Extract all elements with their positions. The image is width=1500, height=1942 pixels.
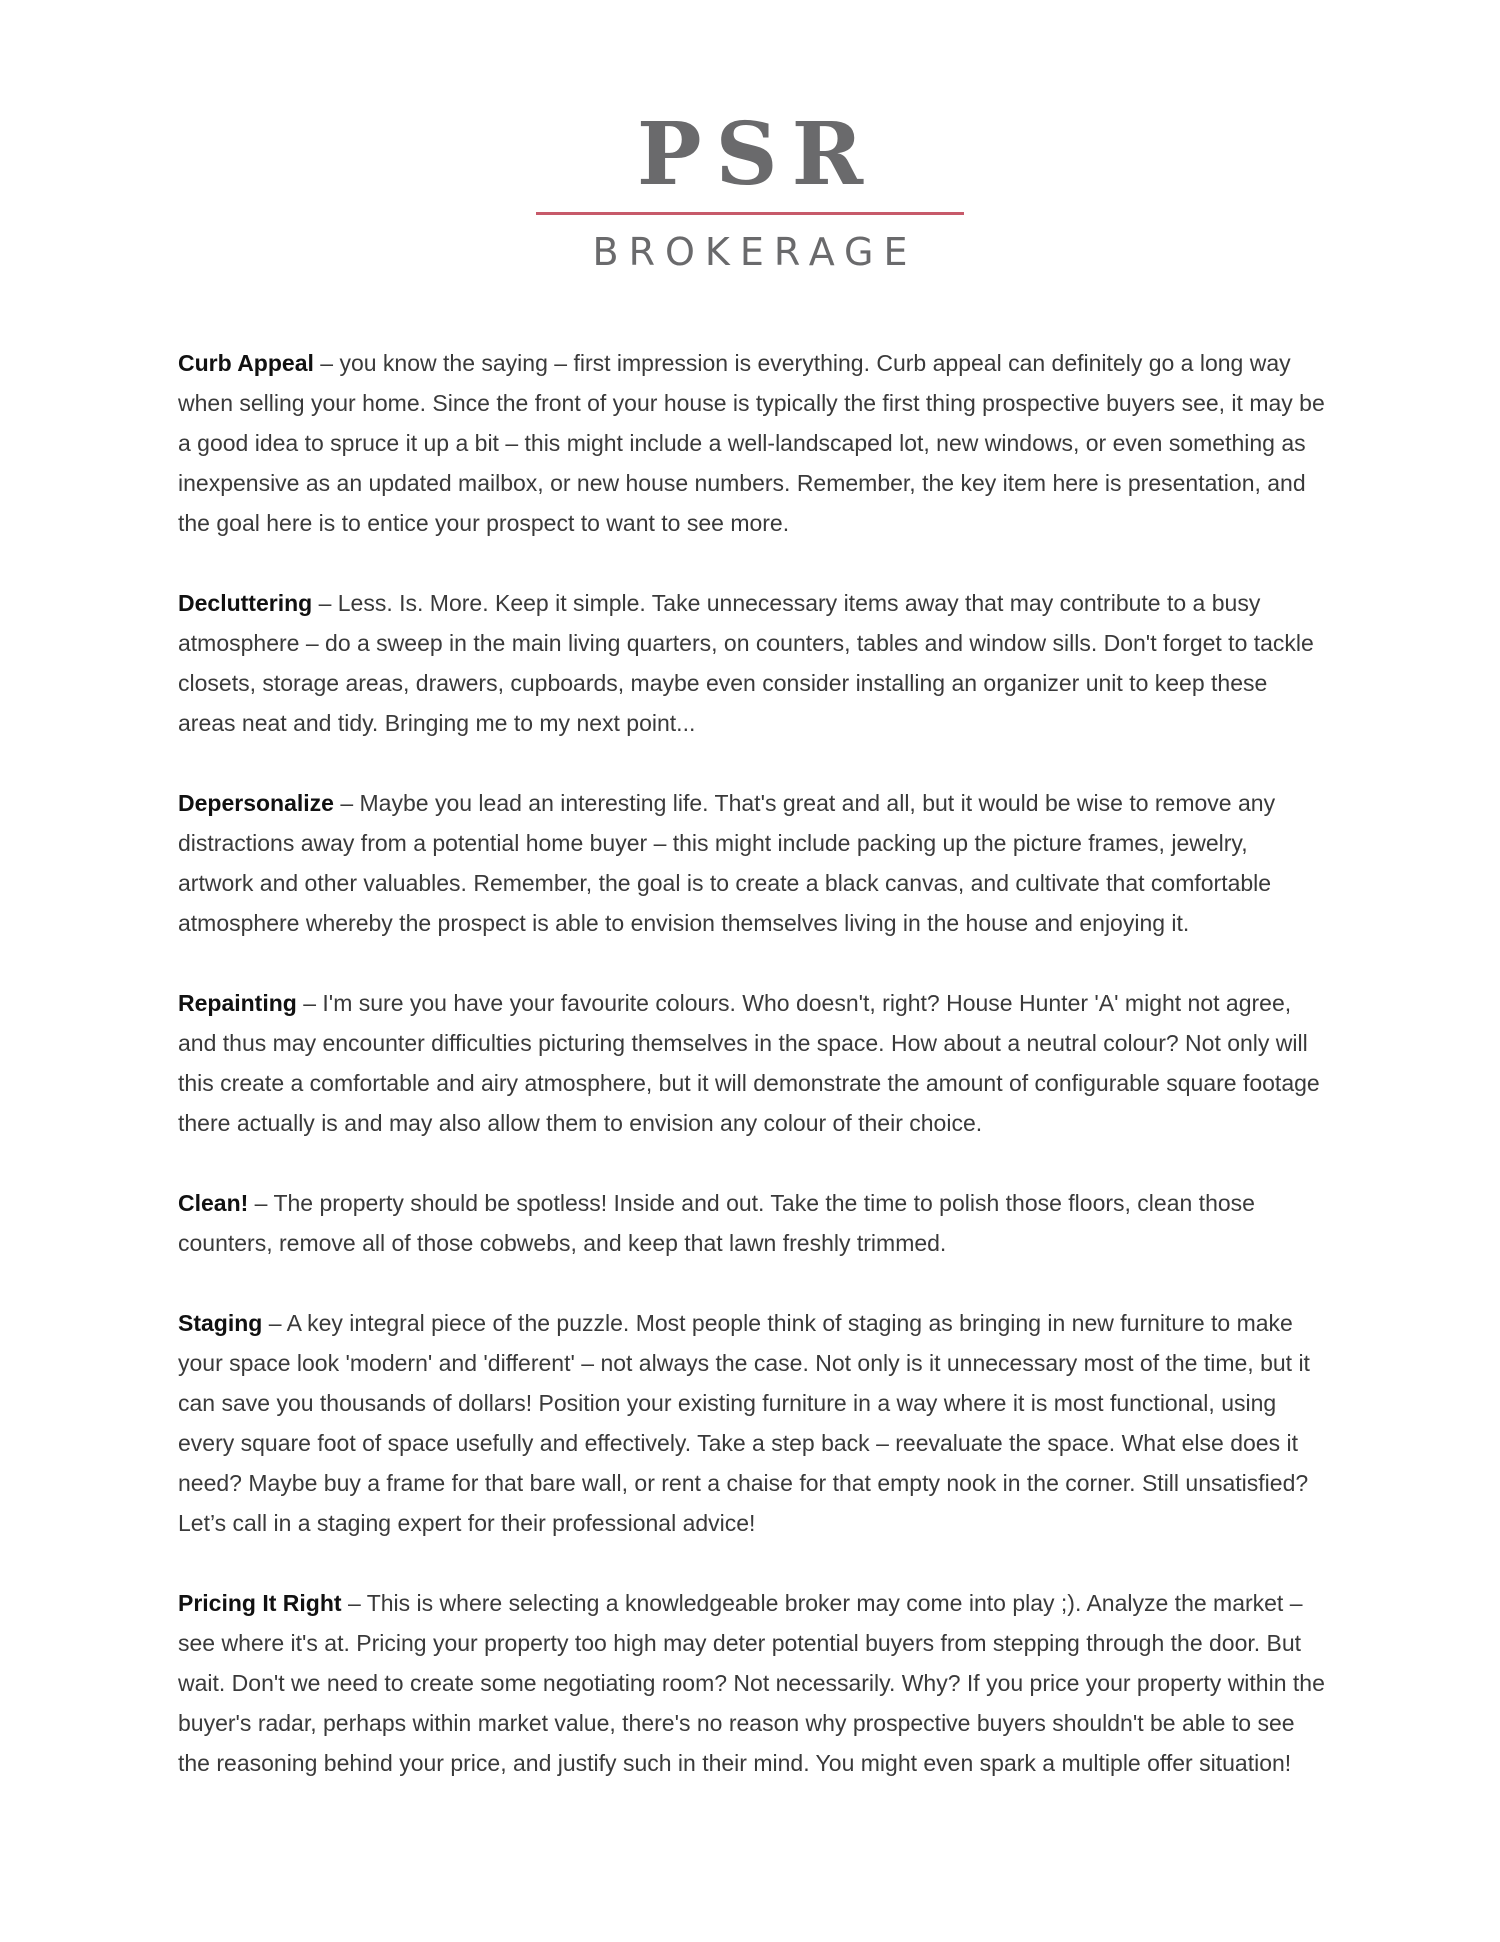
document-body <box>178 343 1328 1823</box>
section-heading: Curb Appeal <box>178 350 314 376</box>
section-body: – you know the saying – first impression is everything. Curb appeal can definitely go a long way when selling your home. Since the front of your house is typically the first thing prospective buyers see, it may be a good idea to spruce it up a bit – this might include a well-landscaped lot, new windows, or even something as inexpensive as an updated mailbox, or new house numbers. Remember, the key item here is presentation, and the goal here is to entice your prospect to want to see more. <box>178 350 1325 536</box>
section-staging <box>178 1303 1328 1543</box>
section-body: – A key integral piece of the puzzle. Most people think of staging as bringing in new furniture to make your space look 'modern' and 'different' – not always the case. Not only is it unnecessary most of the time, but it can save you thousands of dollars! Position your existing furniture in a way where it is most functional, using every square foot of space usefully and effectively. Take a step back – reevaluate the space. What else does it need? Maybe buy a frame for that bare wall, or rent a chaise for that empty nook in the corner. Still unsatisfied? Let’s call in a staging expert for their professional advice! <box>178 1310 1310 1536</box>
logo-subtitle: BROKERAGE <box>592 230 918 274</box>
section-body: – The property should be spotless! Inside and out. Take the time to polish those floors, clean those counters, remove all of those cobwebs, and keep that lawn freshly trimmed. <box>178 1190 1255 1256</box>
section-repainting <box>178 983 1328 1143</box>
section-heading: Staging <box>178 1310 263 1336</box>
section-decluttering <box>178 583 1328 743</box>
section-body: – Maybe you lead an interesting life. That's great and all, but it would be wise to remove any distractions away from a potential home buyer – this might include packing up the picture frames, jewelry, artwork and other valuables. Remember, the goal is to create a black canvas, and cultivate that comfortable atmosphere whereby the prospect is able to envision themselves living in the house and enjoying it. <box>178 790 1276 936</box>
section-depersonalize <box>178 783 1328 943</box>
section-curb-appeal <box>178 343 1328 543</box>
section-body: – Less. Is. More. Keep it simple. Take unnecessary items away that may contribute to a busy atmosphere – do a sweep in the main living quarters, on counters, tables and window sills. Don't forget to tackle closets, storage areas, drawers, cupboards, maybe even consider installing an organizer unit to keep these areas neat and tidy. Bringing me to my next point... <box>178 590 1314 736</box>
section-heading: Depersonalize <box>178 790 334 816</box>
section-heading: Decluttering <box>178 590 313 616</box>
section-body: – I'm sure you have your favourite colours. Who doesn't, right? House Hunter 'A' might not agree, and thus may encounter difficulties picturing themselves in the space. How about a neutral colour? Not only will this create a comfortable and airy atmosphere, but it will demonstrate the amount of configurable square footage there actually is and may also allow them to envision any colour of their choice. <box>178 990 1320 1136</box>
section-pricing-it-right <box>178 1583 1328 1783</box>
section-heading: Pricing It Right <box>178 1590 342 1616</box>
section-body: – This is where selecting a knowledgeable broker may come into play ;). Analyze the market – see where it's at. Pricing your property too high may deter potential buyers from stepping through the door. But wait. Don't we need to create some negotiating room? Not necessarily. Why? If you price your property within the buyer's radar, perhaps within market value, there's no reason why prospective buyers shouldn't be able to see the reasoning behind your price, and justify such in their mind. You might even spark a multiple offer situation! <box>178 1590 1325 1776</box>
brand-logo <box>0 104 1500 274</box>
section-heading: Clean! <box>178 1190 249 1216</box>
section-clean <box>178 1183 1328 1263</box>
section-heading: Repainting <box>178 990 297 1016</box>
logo-divider <box>536 212 964 215</box>
logo-wordmark: PSR <box>636 104 878 205</box>
